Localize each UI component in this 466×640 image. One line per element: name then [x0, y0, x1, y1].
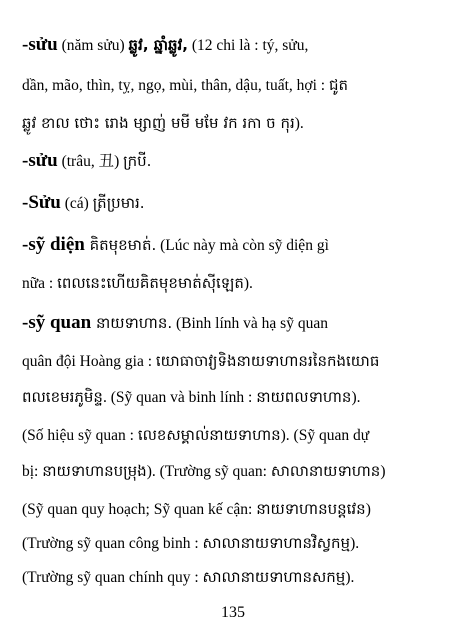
entry-example-text: (Trường sỹ quan chính quy : — [22, 569, 203, 586]
entry-khmer-translation: ក្របី. — [123, 152, 152, 170]
page-number: 135 — [221, 604, 245, 621]
entry-example-text: ) — [365, 501, 371, 518]
entry-example: (12 chi là : tý, sửu, — [188, 37, 309, 54]
entry-example-text: (Trường sỹ quan công binh : — [22, 535, 203, 552]
entry-example-khmer: ជូត — [328, 76, 349, 94]
entry-example-khmer: លេខសម្គាល់នាយទាហាន — [137, 426, 281, 444]
entry-sy-dien-line-1 — [22, 234, 442, 257]
entry-example-text: nữa : — [22, 275, 58, 292]
entry-khmer-translation: ត្រីប្រមារ. — [92, 194, 145, 212]
entry-gloss: (năm sửu) — [57, 37, 129, 54]
entry-example-text: ). (Trường sỹ quan: — [146, 463, 271, 480]
entry-example-khmer: នាយទាហានបម្រុង — [42, 462, 147, 480]
entry-headword: -sỹ quan — [22, 312, 92, 333]
entry-khmer-translation: គិតមុខមាត់. — [84, 236, 157, 254]
entry-example-text: ) — [380, 463, 386, 480]
entry-sy-quan-line-2 — [22, 350, 442, 373]
entry-example-khmer: សាលានាយទាហានសកម្ម — [202, 568, 346, 586]
entry-example-text: quân đội Hoàng gia : — [22, 353, 156, 370]
entry-sy-quan-line-6 — [22, 498, 442, 521]
entry-example-text: ). — [294, 115, 304, 132]
entry-headword: -sửu — [22, 34, 58, 55]
entry-example: (Lúc này mà còn sỹ diện gì — [156, 237, 329, 254]
entry-headword: -Sửu — [22, 192, 61, 213]
entry-sy-quan-line-3 — [22, 386, 442, 409]
entry-example-text: bị: — [22, 463, 43, 480]
entry-example-khmer: សាលានាយទាហាន — [270, 462, 381, 480]
entry-headword: -sửu — [22, 150, 58, 171]
entry-example-text: ). — [345, 569, 355, 586]
entry-example-text: (Số hiệu sỹ quan : — [22, 427, 138, 444]
entry-gloss: (trâu, 丑) — [57, 153, 124, 170]
entry-example-khmer: នាយទាហានបន្តវេន — [256, 500, 366, 518]
entry-suu-year-line-1 — [22, 34, 442, 57]
entry-suu-fish — [22, 192, 442, 215]
entry-example-text: ). — [351, 389, 361, 406]
entry-example-khmer: នាយពលទាហាន — [256, 388, 352, 406]
entry-example-text: dần, mão, thìn, tỵ, ngọ, mùi, thân, dậu, tuất, hợi : — [22, 77, 329, 94]
entry-example-khmer: ពេលនេះហើយគិតមុខមាត់ស៊ីឡេត — [57, 274, 244, 292]
entry-sy-dien-line-2 — [22, 272, 442, 295]
entry-example-khmer: យោធាចាវ្យទិងនាយទាហានរនៃកងយោធ — [155, 352, 380, 370]
entry-example: (Binh lính và hạ sỹ quan — [172, 315, 328, 332]
entry-example-text: ). (Sỹ quan dự — [280, 427, 370, 444]
entry-example-text: ). — [243, 275, 253, 292]
entry-suu-year-line-3 — [22, 112, 442, 135]
entry-sy-quan-line-8 — [22, 566, 442, 589]
entry-sy-quan-line-1 — [22, 312, 442, 335]
entry-khmer-translation: នាយទាហាន. — [91, 314, 173, 332]
entry-headword: -sỹ diện — [22, 234, 85, 255]
entry-khmer-translation: ឆ្លូវ, ឆ្នាំឆ្លូវ, — [128, 36, 188, 54]
entry-sy-quan-line-5 — [22, 460, 442, 483]
entry-example-text: (Sỹ quan quy hoạch; Sỹ quan kế cận: — [22, 501, 257, 518]
entry-example-text: . (Sỹ quan và binh lính : — [102, 389, 257, 406]
entry-suu-buffalo — [22, 150, 442, 173]
entry-example-khmer: ឆ្លូវ ខាល ថោះ រោង ម្សាញ់ មមី មមែ វក រកា ច កុរ — [22, 114, 295, 132]
entry-sy-quan-line-4 — [22, 424, 442, 447]
entry-example-khmer: សាលានាយទាហានវិស្វកម្ម — [202, 534, 351, 552]
entry-example-khmer: ពលខេមរភូមិន្ទ — [22, 388, 103, 406]
entry-suu-year-line-2 — [22, 74, 442, 97]
entry-example-text: ). — [350, 535, 360, 552]
entry-sy-quan-line-7 — [22, 532, 442, 555]
entry-gloss: (cá) — [60, 195, 93, 212]
